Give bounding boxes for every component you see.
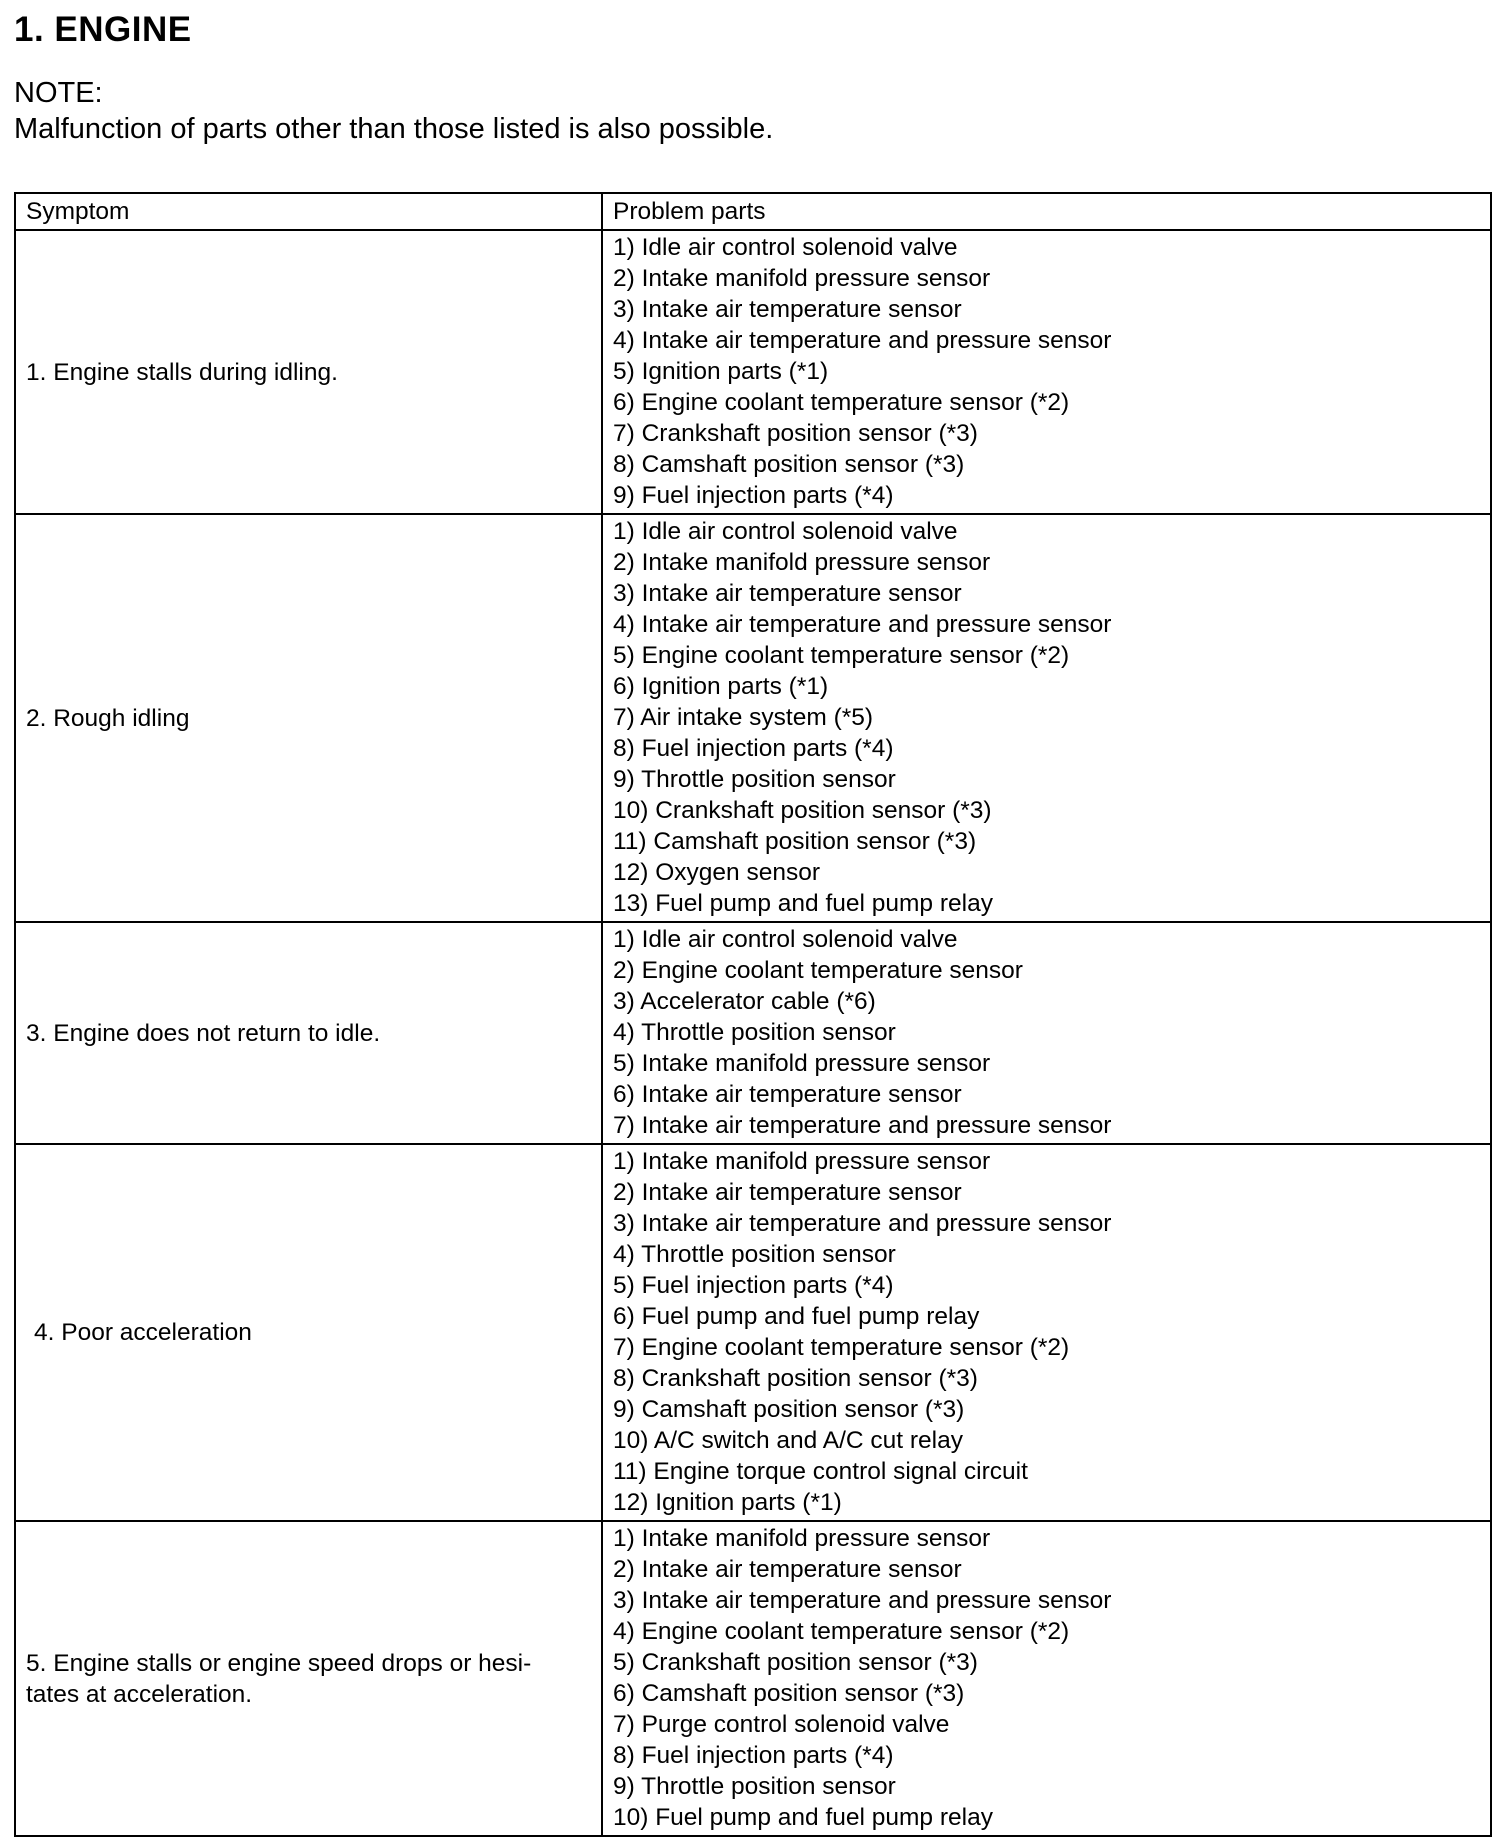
list-item: 8) Fuel injection parts (*4) [613, 1742, 894, 1769]
list-item: 1) Intake manifold pressure sensor [613, 1148, 991, 1175]
problem-parts-cell [602, 1144, 1491, 1521]
list-item: 4) Throttle position sensor [613, 1241, 896, 1268]
list-item: 13) Fuel pump and fuel pump relay [613, 890, 993, 917]
list-item: 2) Intake air temperature sensor [613, 1556, 962, 1583]
symptom-cell [15, 230, 602, 514]
list-item: 5) Fuel injection parts (*4) [613, 1272, 894, 1299]
symptom-table [14, 192, 1492, 1837]
list-item: 10) Fuel pump and fuel pump relay [613, 1804, 993, 1831]
problem-parts-list [613, 515, 1480, 921]
list-item: 10) A/C switch and A/C cut relay [613, 1427, 963, 1454]
problem-parts-list [613, 231, 1480, 513]
column-header-symptom: Symptom [15, 193, 602, 230]
list-item: 7) Intake air temperature and pressure sensor [613, 1112, 1112, 1139]
document-page [14, 10, 1490, 146]
list-item: 5) Engine coolant temperature sensor (*2) [613, 642, 1070, 669]
list-item: 5) Ignition parts (*1) [613, 358, 829, 385]
symptom-text: 4. Poor acceleration [34, 1319, 252, 1346]
symptom-cell [15, 514, 602, 922]
list-item: 2) Engine coolant temperature sensor [613, 957, 1023, 984]
note-text: Malfunction of parts other than those listed is also possible. [14, 113, 774, 145]
symptom-text-line-1: 5. Engine stalls or engine speed drops or hesi- [26, 1649, 532, 1677]
table-row [15, 922, 1491, 1144]
list-item: 4) Intake air temperature and pressure sensor [613, 611, 1112, 638]
problem-parts-list [613, 1145, 1480, 1520]
list-item: 4) Intake air temperature and pressure sensor [613, 327, 1112, 354]
list-item: 12) Ignition parts (*1) [613, 1489, 842, 1516]
list-item: 7) Purge control solenoid valve [613, 1711, 950, 1738]
list-item: 6) Camshaft position sensor (*3) [613, 1680, 965, 1707]
list-item: 8) Camshaft position sensor (*3) [613, 451, 965, 478]
problem-parts-cell [602, 514, 1491, 922]
list-item: 1) Idle air control solenoid valve [613, 518, 958, 545]
list-item: 11) Camshaft position sensor (*3) [613, 828, 977, 855]
list-item: 9) Throttle position sensor [613, 766, 896, 793]
table-row [15, 514, 1491, 922]
list-item: 4) Throttle position sensor [613, 1019, 896, 1046]
list-item: 1) Intake manifold pressure sensor [613, 1525, 991, 1552]
table-row [15, 1521, 1491, 1836]
list-item: 7) Air intake system (*5) [613, 704, 874, 731]
problem-parts-list [613, 923, 1480, 1143]
problem-parts-cell [602, 230, 1491, 514]
list-item: 1) Idle air control solenoid valve [613, 926, 958, 953]
symptom-text: 2. Rough idling [26, 704, 190, 732]
list-item: 4) Engine coolant temperature sensor (*2) [613, 1618, 1070, 1645]
list-item: 1) Idle air control solenoid valve [613, 234, 958, 261]
symptom-cell [15, 1521, 602, 1836]
list-item: 3) Accelerator cable (*6) [613, 988, 876, 1015]
section-title: 1. ENGINE [14, 10, 192, 49]
list-item: 8) Crankshaft position sensor (*3) [613, 1365, 978, 1392]
list-item: 6) Ignition parts (*1) [613, 673, 829, 700]
list-item: 9) Throttle position sensor [613, 1773, 896, 1800]
list-item: 5) Crankshaft position sensor (*3) [613, 1649, 978, 1676]
list-item: 12) Oxygen sensor [613, 859, 820, 886]
table-row [15, 1144, 1491, 1521]
list-item: 3) Intake air temperature and pressure sensor [613, 1587, 1112, 1614]
note-label: NOTE: [14, 77, 103, 109]
problem-parts-cell [602, 922, 1491, 1144]
list-item: 2) Intake air temperature sensor [613, 1179, 962, 1206]
list-item: 3) Intake air temperature sensor [613, 296, 962, 323]
list-item: 10) Crankshaft position sensor (*3) [613, 797, 992, 824]
symptom-text-line-2: tates at acceleration. [26, 1680, 253, 1708]
list-item: 9) Camshaft position sensor (*3) [613, 1396, 965, 1423]
problem-parts-cell [602, 1521, 1491, 1836]
table-row [15, 230, 1491, 514]
symptom-text: 3. Engine does not return to idle. [26, 1019, 381, 1047]
symptom-cell [15, 922, 602, 1144]
list-item: 11) Engine torque control signal circuit [613, 1458, 1028, 1485]
list-item: 9) Fuel injection parts (*4) [613, 482, 894, 509]
list-item: 8) Fuel injection parts (*4) [613, 735, 894, 762]
list-item: 6) Intake air temperature sensor [613, 1081, 962, 1108]
column-header-problem-parts: Problem parts [602, 193, 1491, 230]
list-item: 3) Intake air temperature and pressure sensor [613, 1210, 1112, 1237]
list-item: 2) Intake manifold pressure sensor [613, 549, 991, 576]
list-item: 2) Intake manifold pressure sensor [613, 265, 991, 292]
list-item: 7) Engine coolant temperature sensor (*2) [613, 1334, 1070, 1361]
symptom-text: 1. Engine stalls during idling. [26, 358, 338, 386]
list-item: 7) Crankshaft position sensor (*3) [613, 420, 978, 447]
problem-parts-list [613, 1522, 1480, 1835]
table-header-row [15, 193, 1491, 230]
list-item: 3) Intake air temperature sensor [613, 580, 962, 607]
symptom-cell [15, 1144, 602, 1521]
list-item: 6) Engine coolant temperature sensor (*2) [613, 389, 1070, 416]
list-item: 6) Fuel pump and fuel pump relay [613, 1303, 980, 1330]
list-item: 5) Intake manifold pressure sensor [613, 1050, 991, 1077]
